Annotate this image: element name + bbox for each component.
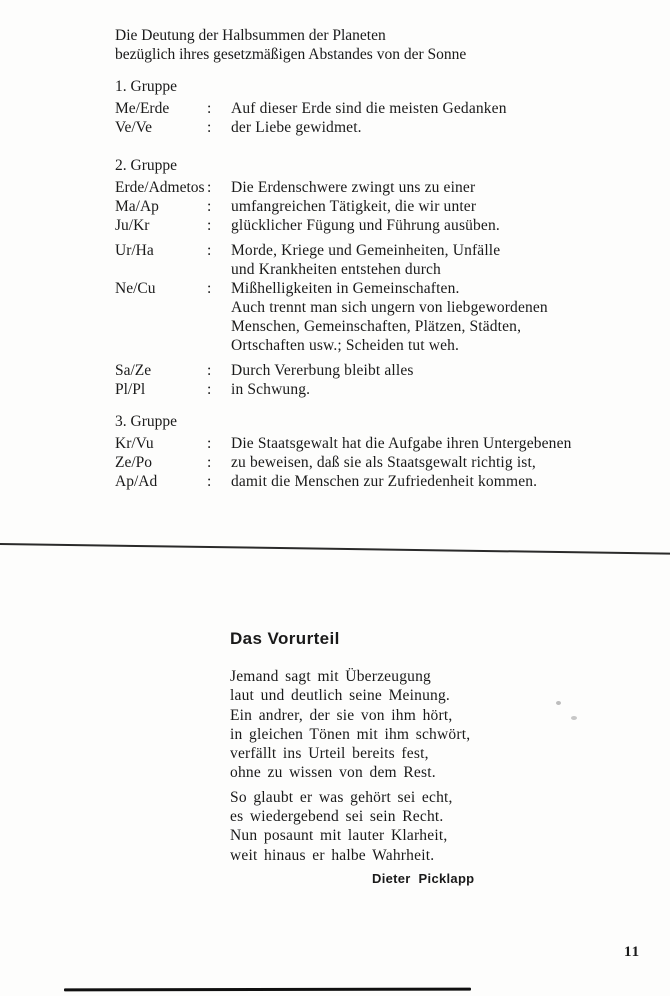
entry-colon: : <box>207 280 212 297</box>
entry-text-line: Durch Vererbung bleibt alles <box>231 362 414 379</box>
entry-label: Ur/Ha <box>115 242 154 259</box>
entry-row <box>115 118 605 137</box>
entry-label: Ze/Po <box>115 454 153 471</box>
entry-row <box>115 216 605 235</box>
group-3 <box>115 412 605 491</box>
entry-row <box>115 434 605 453</box>
poem-line: in gleichen Tönen mit ihm schwört, <box>230 725 471 743</box>
poem-line: Ein andrer, der sie von ihm hört, <box>230 706 453 724</box>
entry-label: Ap/Ad <box>115 473 158 490</box>
entry-label: Ne/Cu <box>115 280 156 297</box>
group-title: 3. Gruppe <box>115 413 177 430</box>
entry-label: Ma/Ap <box>115 198 159 215</box>
interpretation-section <box>115 26 605 491</box>
entry-row <box>115 197 605 216</box>
section-header <box>115 26 605 64</box>
entry-row <box>115 472 605 491</box>
entry-label: Sa/Ze <box>115 362 152 379</box>
entry-text <box>231 380 605 399</box>
entry-text-line: Morde, Kriege und Gemeinheiten, Unfälle <box>231 242 501 259</box>
poem-line: verfällt ins Urteil bereits fest, <box>230 745 429 763</box>
entry-text-line: Ortschaften usw.; Scheiden tut weh. <box>231 337 460 354</box>
entry-text-line: Die Erdenschwere zwingt uns zu einer <box>231 179 476 196</box>
poem-stanzas <box>230 667 470 865</box>
scan-speck <box>571 716 577 720</box>
entry-text-line: zu beweisen, daß sie als Staatsgewalt richtig ist, <box>231 454 536 471</box>
entry-row <box>115 99 605 118</box>
entry-text-line: Die Staatsgewalt hat die Aufgabe ihren Untergebenen <box>231 435 572 452</box>
entry-text <box>231 279 605 355</box>
group-2 <box>115 156 605 399</box>
poem-author: Dieter Picklapp <box>372 871 475 886</box>
entry-colon: : <box>207 473 212 490</box>
poem-line: ohne zu wissen von dem Rest. <box>230 764 436 782</box>
entry-text-line: Mißhelligkeiten in Gemeinschaften. <box>231 280 460 297</box>
entry-text-line: Auf dieser Erde sind die meisten Gedanken <box>231 100 507 117</box>
entry-colon: : <box>207 242 212 259</box>
entry-label: Kr/Vu <box>115 435 154 452</box>
poem-title: Das Vorurteil <box>230 629 340 648</box>
entry-text-line: und Krankheiten entstehen durch <box>231 261 441 278</box>
entry-text <box>231 434 605 453</box>
entry-row <box>115 380 605 399</box>
header-line-2: bezüglich ihres gesetzmäßigen Abstandes von der Sonne <box>115 46 467 63</box>
entry-label: Ju/Kr <box>115 217 150 234</box>
entry-row <box>115 361 605 380</box>
group-title: 2. Gruppe <box>115 157 177 174</box>
poem-stanza <box>230 788 470 865</box>
entry-row <box>115 453 605 472</box>
entry-colon: : <box>207 119 212 136</box>
entry-text-line: Auch trennt man sich ungern von liebgewordenen <box>231 299 548 316</box>
entry-text-line: Menschen, Gemeinschaften, Plätzen, Städten, <box>231 318 522 335</box>
poem-stanza <box>230 667 470 783</box>
entry-text <box>231 197 605 216</box>
entry-colon: : <box>207 381 212 398</box>
header-line-1: Die Deutung der Halbsummen der Planeten <box>115 27 386 44</box>
poem-line: es wiedergebend sei sein Recht. <box>230 808 444 826</box>
entry-label: Ve/Ve <box>115 119 153 136</box>
entry-colon: : <box>207 454 212 471</box>
entry-colon: : <box>207 179 212 196</box>
scan-edge-artifact <box>64 988 471 992</box>
entry-text-line: in Schwung. <box>231 381 311 398</box>
entry-row <box>115 178 605 197</box>
group-1 <box>115 77 605 137</box>
group-title: 1. Gruppe <box>115 78 177 95</box>
entry-text-line: umfangreichen Tätigkeit, die wir unter <box>231 198 477 215</box>
page-number: 11 <box>624 944 641 960</box>
entry-colon: : <box>207 100 212 117</box>
groups <box>115 77 605 491</box>
entry-row <box>115 241 605 279</box>
entry-colon: : <box>207 217 212 234</box>
entry-label: Pl/Pl <box>115 381 146 398</box>
entry-label: Erde/Admetos <box>115 179 205 196</box>
entry-text <box>231 118 605 137</box>
section-divider-line <box>0 543 670 555</box>
entry-text <box>231 361 605 380</box>
entry-label: Me/Erde <box>115 100 170 117</box>
entry-colon: : <box>207 198 212 215</box>
entry-text <box>231 453 605 472</box>
entry-text-line: der Liebe gewidmet. <box>231 119 362 136</box>
poem-line: weit hinaus er halbe Wahrheit. <box>230 846 435 864</box>
entry-text <box>231 216 605 235</box>
poem-line: laut und deutlich seine Meinung. <box>230 687 451 705</box>
entry-text <box>231 178 605 197</box>
entry-text-line: damit die Menschen zur Zufriedenheit kommen. <box>231 473 538 490</box>
poem-line: Jemand sagt mit Überzeugung <box>230 668 432 685</box>
poem-block <box>230 630 470 865</box>
poem-line: So glaubt er was gehört sei echt, <box>230 788 453 806</box>
entry-text <box>231 241 605 279</box>
poem-line: Nun posaunt mit lauter Klarheit, <box>230 827 448 845</box>
entry-text-line: glücklicher Fügung und Führung ausüben. <box>231 217 500 234</box>
entry-row <box>115 279 605 355</box>
entry-colon: : <box>207 435 212 452</box>
entry-text <box>231 472 605 491</box>
scan-speck <box>556 701 561 705</box>
entry-colon: : <box>207 362 212 379</box>
entry-text <box>231 99 605 118</box>
